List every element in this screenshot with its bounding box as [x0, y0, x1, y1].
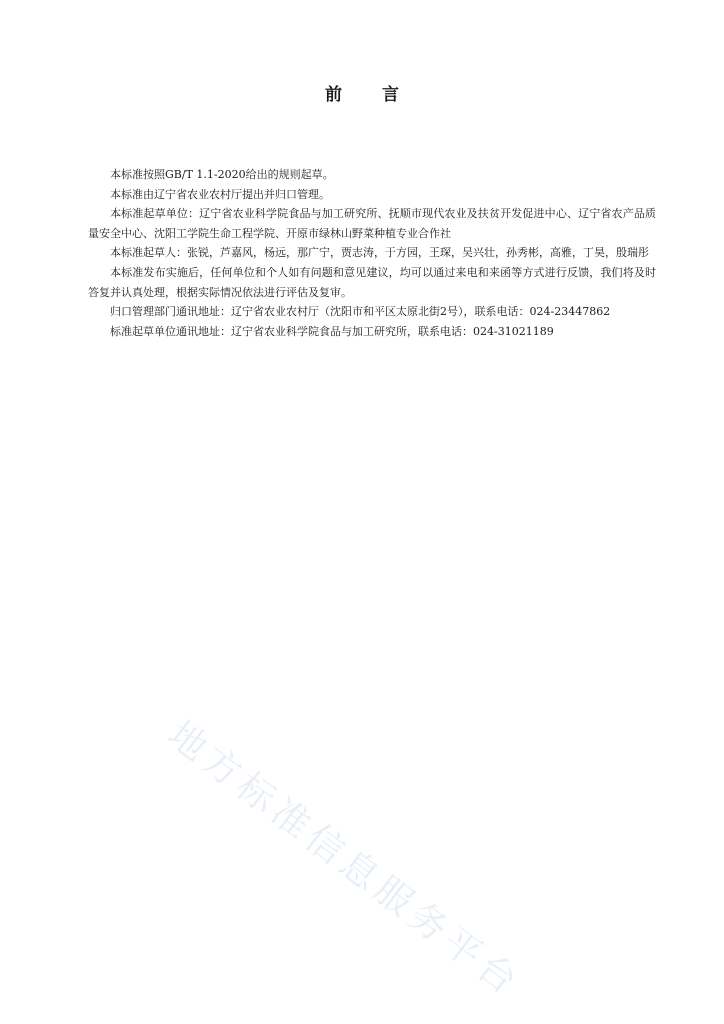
title-char-right: 言: [382, 85, 399, 105]
paragraph-feedback: 本标准发布实施后，任何单位和个人如有问题和意见建议，均可以通过来电和来函等方式进行反馈，我们将及时答复并认真处理，根据实际情况依法进行评估及复审。: [88, 265, 656, 299]
paragraph-proposer: 本标准由辽宁省农业农村厅提出并归口管理。: [110, 187, 330, 201]
paragraph-drafters: 本标准起草人：张锐，芦嘉风，杨远，那广宁，贾志涛，于方园，王琛，吴兴壮，孙秀彬，高雅，丁昊，殷瑞彤: [110, 246, 649, 260]
title-char-left: 前: [325, 85, 342, 105]
foreword-body: [88, 165, 656, 341]
paragraph-authority-address: 归口管理部门通讯地址：辽宁省农业农村厅（沈阳市和平区太原北街2号），联系电话：024-23447862: [110, 305, 611, 319]
paragraph-drafting-units: 本标准起草单位：辽宁省农业科学院食品与加工研究所、抚顺市现代农业及扶贫开发促进中心、辽宁省农产品质量安全中心、沈阳工学院生命工程学院、开原市绿林山野菜种植专业合作社: [88, 207, 656, 240]
paragraph-drafter-address: 标准起草单位通讯地址：辽宁省农业科学院食品与加工研究所，联系电话：024-31021189: [110, 324, 554, 338]
page-title: [0, 80, 724, 105]
watermark: 地方标准信息服务平台: [159, 712, 530, 1006]
paragraph-drafting-rules: 本标准按照GB/T 1.1-2020给出的规则起草。: [110, 168, 334, 181]
